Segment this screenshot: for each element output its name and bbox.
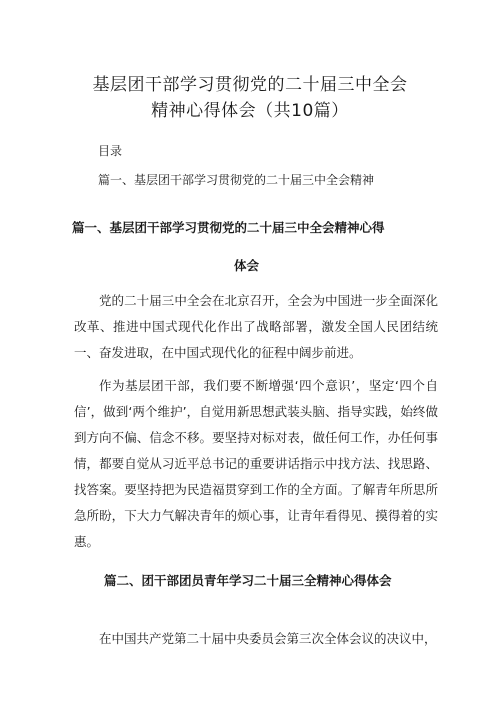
section-1-paragraph: 作为基层团干部，我们要不断增强‘四个意识’，坚定‘四个自信’，做到‘两个维护’，自觉用新思想武装头脑、指导实践，始终做到方向不偏、信念不移。要坚持对标对表，做任何工作，办任何事情，都要自觉从习近平总书记的重要讲话指示中找方法、找思路、找答案。要坚持把为民造福贯穿到工作的全方面。了解青年所思所急所盼，下大力气解决青年的烦心事，让青年看得见、摸得着的实惠。 [74, 378, 438, 549]
section-1-heading-line-2: 体会 [234, 258, 260, 273]
toc-heading: 目录 [98, 144, 123, 158]
section-1-paragraph: 党的二十届三中全会在北京召开，全会为中国进一步全面深化改革、推进中国式现代化作出了战略部署，激发全国人民团结统一、奋发进取，在中国式现代化的征程中阔步前进。 [74, 293, 438, 360]
document-title-line-1: 基层团干部学习贯彻党的二十届三中全会 [92, 75, 408, 95]
toc-item[interactable]: 篇一、基层团干部学习贯彻党的二十届三中全会精神 [98, 173, 375, 187]
section-2-paragraph: 在中国共产党第二十届中央委员会第三次全体会议的决议中， [99, 631, 437, 646]
section-2-heading: 篇二、团干部团员青年学习二十届三全精神心得体会 [104, 573, 392, 588]
section-1-heading-line-1: 篇一、基层团干部学习贯彻党的二十届三中全会精神心得 [72, 220, 385, 235]
document-title-line-2: 精神心得体会（共10篇） [151, 101, 349, 121]
